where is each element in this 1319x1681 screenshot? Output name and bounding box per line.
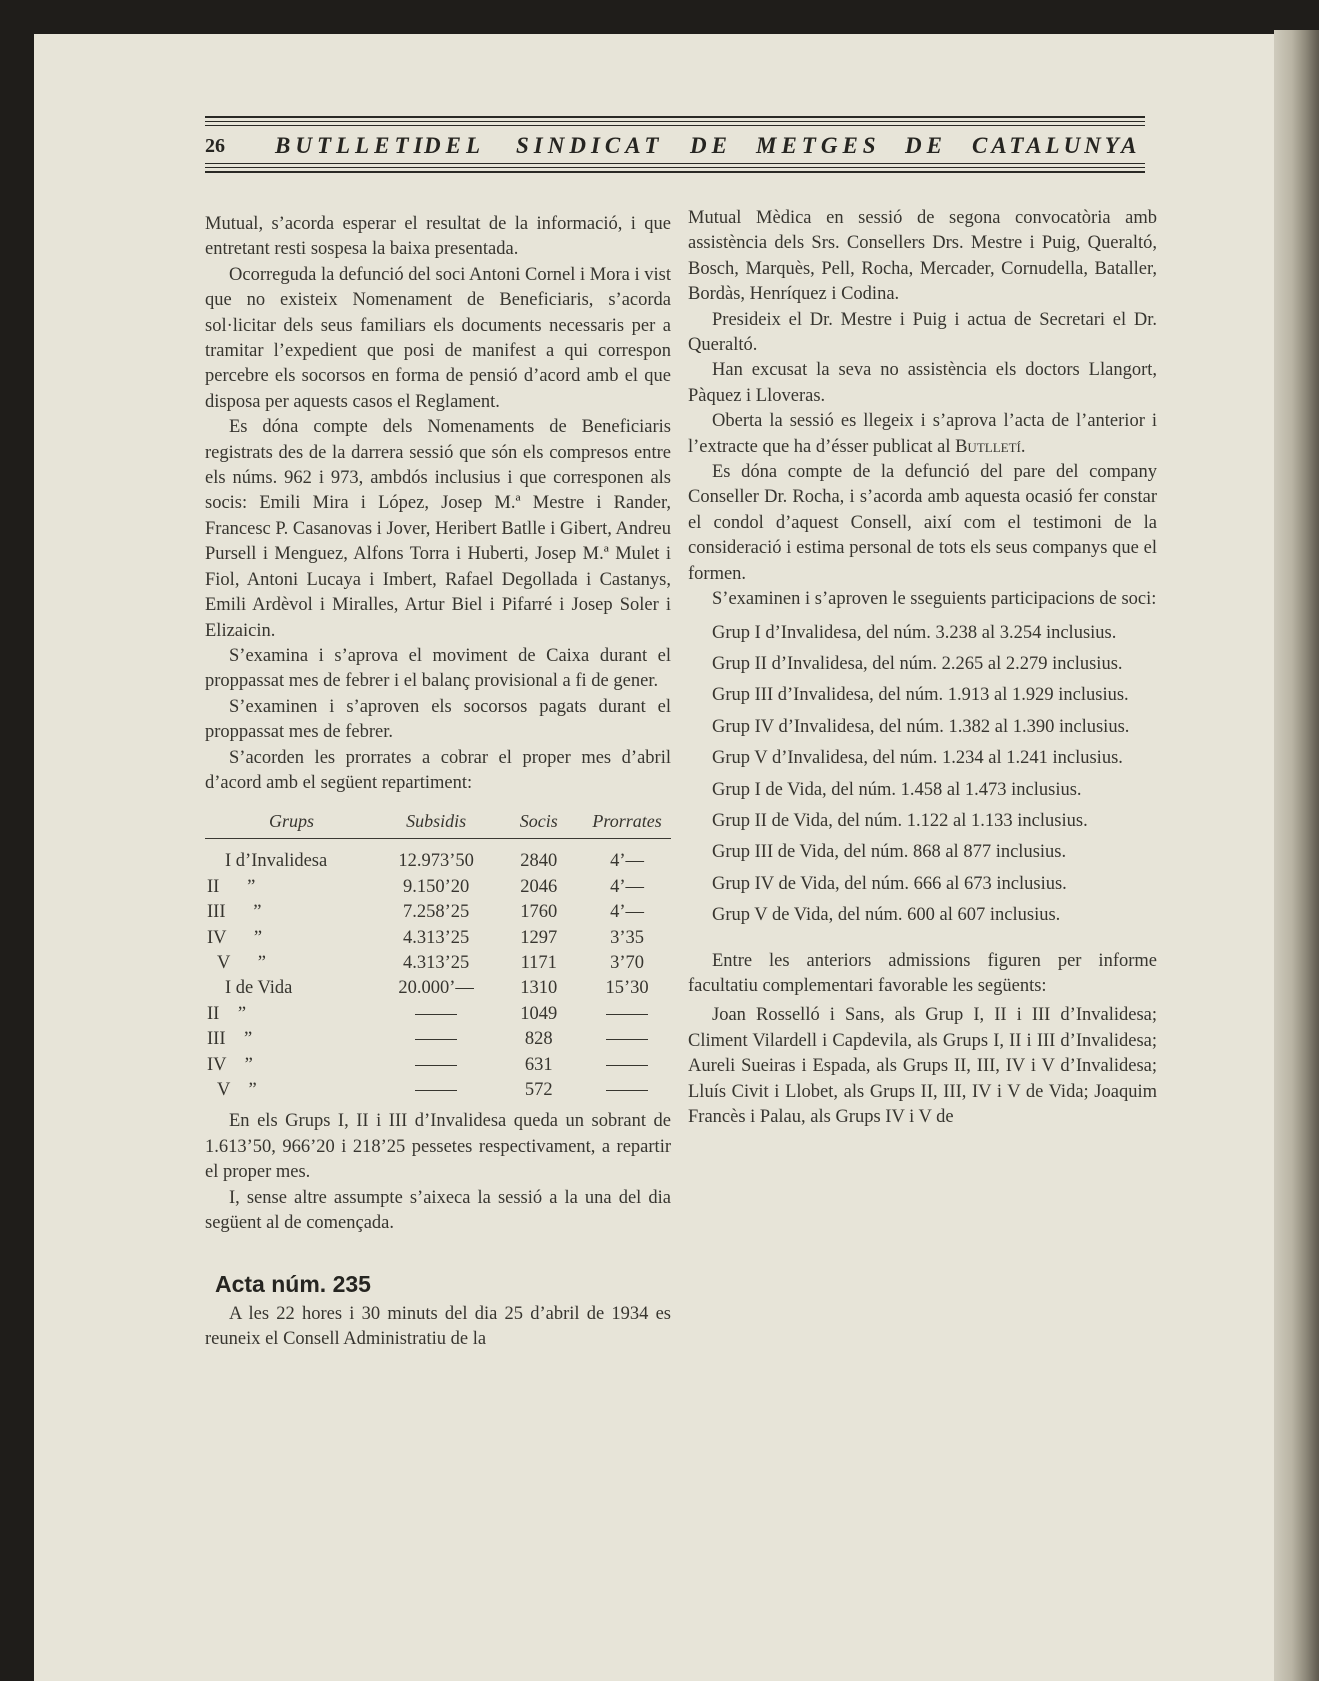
list-item: Grup III d’Invalidesa, del núm. 1.913 al 1.929 inclusius. (712, 685, 1129, 706)
cell-subsidis: 4.313’25 (402, 952, 470, 973)
cell-socis: 2046 (520, 876, 558, 897)
cell-prorrates: 15’30 (605, 978, 649, 999)
paragraph (688, 409, 1157, 460)
paragraph: Es dóna compte de la defunció del pare del company Conseller Dr. Rocha, i s’acorda amb aquesta ocasió fer constar el condol d’aquest Consell, així com el testimoni de la consideració i estima personal de tots els seus companys que el formen. (688, 462, 1157, 584)
cell-socis: 1760 (520, 902, 558, 923)
cell-grup: IV ” (207, 927, 263, 948)
header-title-word-7: CATALUNYA (972, 133, 1141, 158)
cell-socis: 1049 (520, 1003, 558, 1024)
cell-grup: II ” (207, 1003, 247, 1024)
list-item: Grup V d’Invalidesa, del núm. 1.234 al 1.241 inclusius. (712, 748, 1123, 769)
list-item: Grup III de Vida, del núm. 868 al 877 inclusius. (712, 842, 1067, 863)
paragraph: Han excusat la seva no assistència els doctors Llangort, Pàquez i Lloveras. (688, 360, 1157, 406)
paragraph: Ocorreguda la defunció del soci Antoni Cornel i Mora i vist que no existeix Nomenament de Beneficiaris, s’acorda sol·licitar dels seus familiars els documents necessaris per a tramitar l’expedient que posi de manifest a qui correspon percebre els socorsos en forma de pensió d’acord amb el que disposa per aquests casos el Reglament. (205, 264, 671, 412)
header-title-word-3: SINDICAT (516, 133, 664, 158)
table-row (205, 900, 671, 925)
paragraph-text: Oberta la sessió es llegeix i s’aprova l’acta de l’anterior i l’extracte que ha d’ésser publicat al (688, 411, 1157, 457)
paragraph: Entre les anteriors admissions figuren per informe facultatiu complementari favorable les següents: (688, 950, 1157, 996)
table-row (205, 1002, 671, 1027)
table-row (205, 839, 671, 875)
header-rule-bottom-3 (205, 171, 1145, 173)
cell-prorrates: 4’— (610, 876, 645, 897)
right-column (688, 206, 1157, 1130)
header-rule-top-1 (205, 116, 1145, 118)
prorrates-table (205, 804, 671, 1103)
column-header-prorrates: Prorrates (583, 804, 671, 839)
table-header-row (205, 804, 671, 839)
cell-socis: 1171 (520, 952, 557, 973)
cell-grup: I de Vida (225, 978, 293, 999)
cell-prorrates: 4’— (610, 902, 645, 923)
cell-subsidis-dash (378, 1078, 494, 1103)
cell-prorrates-dash (583, 1078, 671, 1103)
left-column (205, 212, 671, 1353)
cell-subsidis: 9.150’20 (402, 876, 470, 897)
list-item: Grup IV d’Invalidesa, del núm. 1.382 al 1.390 inclusius. (712, 716, 1130, 737)
header-rule-bottom-2 (205, 167, 1145, 168)
cell-socis: 2840 (520, 851, 558, 872)
paragraph: Mutual, s’acorda esperar el resultat de la informació, i que entretant resti sospesa la baixa presentada. (205, 214, 671, 260)
paragraph: Presideix el Dr. Mestre i Puig i actua de Secretari el Dr. Queraltó. (688, 309, 1157, 356)
cell-prorrates: 3’70 (610, 952, 645, 973)
table-row (205, 1027, 671, 1052)
cell-grup: V ” (217, 952, 266, 973)
cell-subsidis-dash (378, 1027, 494, 1052)
paragraph: S’examina i s’aprova el moviment de Caixa durant el proppassat mes de febrer i el balanç provisional a fi de gener. (205, 645, 671, 692)
book-spine-edge (1274, 30, 1319, 1681)
cell-prorrates: 3’35 (610, 927, 645, 948)
cell-subsidis: 4.313’25 (402, 927, 470, 948)
cell-socis: 828 (524, 1029, 553, 1050)
header-title-word-5: METGES (756, 133, 881, 158)
header-title-word-1: BUTLLETI (275, 133, 428, 158)
cell-prorrates-dash (583, 1053, 671, 1078)
cell-grup: I d’Invalidesa (225, 851, 328, 872)
header-rule-top-3 (205, 125, 1145, 126)
header-rule-top-2 (205, 121, 1145, 122)
section-heading-acta: Acta núm. 235 (215, 1271, 371, 1298)
header-title-word-2: DEL (424, 133, 485, 158)
cell-subsidis: 7.258’25 (402, 902, 470, 923)
header-title-word-4: DE (690, 133, 732, 158)
table-row (205, 951, 671, 976)
cell-prorrates-dash (583, 1027, 671, 1052)
cell-subsidis: 12.973’50 (398, 851, 474, 872)
cell-socis: 1310 (520, 978, 558, 999)
groups-list (688, 621, 1157, 929)
paragraph: A les 22 hores i 30 minuts del dia 25 d’abril de 1934 es reuneix el Consell Administratiu de la (205, 1303, 671, 1350)
list-item: Grup IV de Vida, del núm. 666 al 673 inclusius. (712, 873, 1067, 894)
header-rule-bottom-1 (205, 163, 1145, 164)
page-number: 26 (205, 135, 225, 157)
list-item: Grup II de Vida, del núm. 1.122 al 1.133 inclusius. (712, 810, 1088, 831)
column-header-subsidis: Subsidis (378, 804, 494, 839)
header-title-word-6: DE (905, 133, 947, 158)
paragraph: En els Grups I, II i III d’Invalidesa queda un sobrant de 1.613’50, 966’20 i 218’25 pessetes respectivament, a repartir el proper mes. (205, 1111, 671, 1183)
table-row (205, 1078, 671, 1103)
cell-socis: 572 (524, 1080, 553, 1100)
bulleti-smallcaps: Butlletí. (955, 436, 1026, 457)
list-item: Grup V de Vida, del núm. 600 al 607 inclusius. (712, 905, 1061, 926)
paragraph: I, sense altre assumpte s’aixeca la sessió a la una del dia següent al de començada. (205, 1187, 671, 1234)
cell-grup: III ” (207, 902, 262, 923)
cell-grup: V ” (217, 1080, 257, 1100)
cell-subsidis-dash (378, 1053, 494, 1078)
table-row (205, 875, 671, 900)
list-item: Grup II d’Invalidesa, del núm. 2.265 al 2.279 inclusius. (712, 653, 1123, 674)
cell-subsidis-dash (378, 1002, 494, 1027)
paragraph: S’acorden les prorrates a cobrar el proper mes d’abril d’acord amb el següent repartiment: (205, 747, 671, 793)
list-item: Grup I de Vida, del núm. 1.458 al 1.473 inclusius. (712, 779, 1082, 800)
table-row (205, 976, 671, 1001)
paragraph: S’examinen i s’aproven els socorsos pagats durant el proppassat mes de febrer. (205, 696, 671, 743)
paragraph: Mutual Mèdica en sessió de segona convocatòria amb assistència dels Srs. Consellers Drs. Mestre i Puig, Queraltó, Bosch, Marquès, Pell, Rocha, Mercader, Cornudella, Bataller, Bordàs, Henríquez i Codina. (688, 208, 1157, 305)
paragraph: Joan Rosselló i Sans, als Grup I, II i III d’Invalidesa; Climent Vilardell i Capdevila, als Grups I, II i III d’Invalidesa; Aureli Sueiras i Espada, als Grups II, III, IV i V d’Invalidesa; Lluís Civit i Llobet, als Grups II, III, IV i V de Vida; Joaquim Francès i Palau, als Grups IV i V de (688, 1005, 1157, 1127)
column-header-socis: Socis (494, 804, 583, 839)
cell-grup: III ” (207, 1029, 253, 1050)
cell-prorrates-dash (583, 1002, 671, 1027)
table-row (205, 926, 671, 951)
cell-grup: II ” (207, 876, 256, 897)
cell-prorrates: 4’— (610, 851, 645, 872)
list-item: Grup I d’Invalidesa, del núm. 3.238 al 3.254 inclusius. (712, 622, 1117, 643)
cell-socis: 1297 (520, 927, 558, 948)
cell-grup: IV ” (207, 1054, 253, 1075)
paragraph: S’examinen i s’aproven le sseguients participacions de soci: (712, 589, 1157, 610)
cell-socis: 631 (524, 1054, 553, 1075)
paragraph: Es dóna compte dels Nomenaments de Beneficiaris registrats des de la darrera sessió que són els compresos entre els núms. 962 i 973, ambdós inclusius i que corresponen als socis: Emili Mira i López, Josep M.ª Mestre i Rander, Francesc P. Casanovas i Jover, Heribert Batlle i Gibert, Andreu Pursell i Menguez, Alfons Torra i Huberti, Josep M.ª Mulet i Fiol, Antoni Lucaya i Imbert, Rafael Degollada i Castanys, Emili Ardèvol i Miralles, Artur Biel i Pifarré i Josep Soler i Elizaicin. (205, 417, 671, 641)
table-row (205, 1053, 671, 1078)
cell-subsidis: 20.000’— (398, 978, 474, 999)
column-header-grups: Grups (205, 804, 378, 839)
